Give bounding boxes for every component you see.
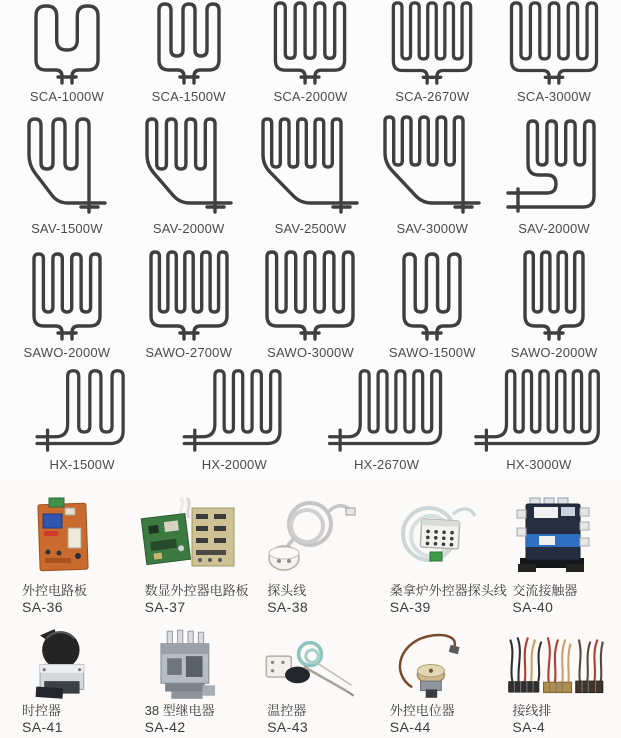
product-row-2	[0, 626, 621, 738]
potentiometer-image	[381, 627, 485, 702]
model-label: SAWO-1500W	[388, 345, 476, 360]
model-label: HX-2000W	[201, 457, 267, 472]
product-label-block	[4, 583, 87, 616]
diagram-sca-1500w	[153, 1, 225, 86]
product-code-label: SA-43	[267, 719, 309, 735]
diagram-sawo-2700w	[145, 249, 233, 342]
terminal-strip-image	[504, 627, 608, 702]
heating-element-item	[311, 366, 463, 478]
sauna-controller-probe-wire-photo	[383, 478, 483, 582]
heating-element-item	[6, 110, 128, 242]
heating-element-item	[493, 242, 615, 366]
product-row-1	[0, 478, 621, 626]
series-row-sawo	[0, 242, 621, 366]
product-code-label: SA-38	[267, 599, 309, 615]
product-item	[494, 478, 617, 626]
diagram-sca-3000w	[504, 0, 604, 86]
diagram-sawo-1500w	[398, 251, 466, 342]
product-item	[127, 626, 250, 738]
diagram-sawo-2000w	[28, 251, 106, 342]
product-item	[372, 626, 495, 738]
model-label: SAV-2000W	[152, 221, 225, 236]
product-photo-rows	[0, 478, 621, 738]
probe-wire-photo	[260, 478, 360, 582]
model-label: SCA-1500W	[151, 89, 226, 104]
diagram-sav-3000w	[379, 114, 485, 218]
product-name-label: 温控器	[267, 703, 307, 718]
product-code-label: SA-44	[389, 719, 431, 735]
product-code-label: SA-41	[22, 719, 63, 735]
heating-element-item	[371, 110, 493, 242]
potentiometer-photo	[381, 626, 485, 702]
model-label: SAWO-2000W	[510, 345, 598, 360]
product-code-label: SA-4	[512, 719, 546, 735]
sauna-controller-probe-wire-image	[383, 494, 483, 582]
product-label-block	[494, 703, 551, 736]
model-label: SAV-2000W	[518, 221, 590, 236]
model-label: SCA-1000W	[29, 89, 104, 104]
control-board-image	[15, 494, 115, 582]
product-item	[4, 478, 127, 626]
timer-photo	[13, 626, 117, 702]
relay-38-photo	[136, 626, 240, 702]
diagram-hx-1500w	[30, 366, 134, 454]
diagram-sav-2000w	[502, 118, 606, 218]
model-label: SAWO-2000W	[23, 345, 111, 360]
diagram-sca-2000w	[269, 0, 351, 86]
product-label-block	[372, 703, 455, 736]
diagram-hx-2670w	[322, 366, 452, 454]
heating-element-item	[128, 242, 250, 366]
model-label: HX-1500W	[49, 457, 115, 472]
diagram-hx-2000w	[177, 366, 291, 454]
heating-element-item	[493, 110, 615, 242]
heating-element-item	[250, 0, 372, 110]
ac-contactor-photo	[506, 478, 606, 582]
product-name-label: 桑拿炉外控器探头线	[389, 583, 507, 598]
product-label-block	[372, 583, 507, 616]
product-label-block	[4, 703, 63, 736]
product-label-block	[127, 583, 249, 616]
probe-wire-image	[260, 494, 360, 582]
control-board-photo	[15, 478, 115, 582]
thermostat-image	[258, 627, 362, 702]
model-label: SCA-2670W	[395, 89, 470, 104]
product-name-label: 38 型继电器	[144, 703, 215, 718]
diagram-sav-1500w	[23, 116, 111, 218]
model-label: SAWO-2700W	[145, 345, 233, 360]
diagram-sav-2500w	[257, 116, 363, 218]
heating-element-item	[6, 366, 158, 478]
timer-image	[13, 627, 117, 702]
product-code-label: SA-39	[389, 599, 431, 615]
terminal-strip-photo	[504, 626, 608, 702]
model-label: SCA-2000W	[273, 89, 348, 104]
model-label: SAWO-3000W	[267, 345, 354, 360]
diagram-sav-2000w	[141, 116, 237, 218]
heating-element-item	[371, 0, 493, 110]
series-row-hx	[0, 366, 621, 478]
diagram-sca-1000w	[30, 3, 104, 86]
product-code-label: SA-36	[22, 599, 63, 615]
product-name-label: 交流接触器	[512, 583, 578, 598]
product-label-block	[127, 703, 215, 736]
heating-element-item	[463, 366, 615, 478]
heating-element-item	[6, 242, 128, 366]
product-item	[4, 626, 127, 738]
digital-control-board-image	[138, 494, 238, 582]
heating-element-item	[158, 366, 310, 478]
product-label-block	[494, 583, 577, 616]
product-item	[127, 478, 250, 626]
diagram-sca-2670w	[386, 0, 478, 86]
product-code-label: SA-42	[144, 719, 186, 735]
product-name-label: 时控器	[22, 703, 62, 718]
heating-element-item	[6, 0, 128, 110]
heating-element-item	[250, 110, 372, 242]
heating-element-item	[250, 242, 372, 366]
model-label: SAV-1500W	[31, 221, 103, 236]
heating-element-item	[128, 0, 250, 110]
model-label: SCA-3000W	[517, 89, 592, 104]
model-label: HX-2670W	[354, 457, 420, 472]
product-item	[249, 626, 372, 738]
heating-element-item	[371, 242, 493, 366]
product-name-label: 探头线	[267, 583, 307, 598]
product-label-block	[249, 583, 308, 616]
product-code-label: SA-40	[512, 599, 554, 615]
model-label: HX-3000W	[506, 457, 572, 472]
heating-element-item	[493, 0, 615, 110]
diagram-sawo-3000w	[261, 249, 359, 342]
product-name-label: 外控电路板	[22, 583, 88, 598]
model-label: SAV-3000W	[396, 221, 469, 236]
product-item	[494, 626, 617, 738]
model-label: SAV-2500W	[274, 221, 347, 236]
ac-contactor-image	[506, 494, 606, 582]
diagram-hx-3000w	[468, 366, 610, 454]
product-item	[372, 478, 507, 626]
thermostat-photo	[258, 626, 362, 702]
product-code-label: SA-37	[144, 599, 186, 615]
product-name-label: 数显外控器电路板	[144, 583, 249, 598]
product-item	[249, 478, 372, 626]
product-name-label: 外控电位器	[389, 703, 455, 718]
product-name-label: 接线排	[512, 703, 552, 718]
digital-control-board-photo	[138, 478, 238, 582]
product-label-block	[249, 703, 308, 736]
relay-38-image	[136, 627, 240, 702]
series-row-sav	[0, 110, 621, 242]
heating-element-item	[128, 110, 250, 242]
diagram-sawo-2000w	[519, 249, 589, 342]
series-row-sca	[0, 0, 621, 110]
